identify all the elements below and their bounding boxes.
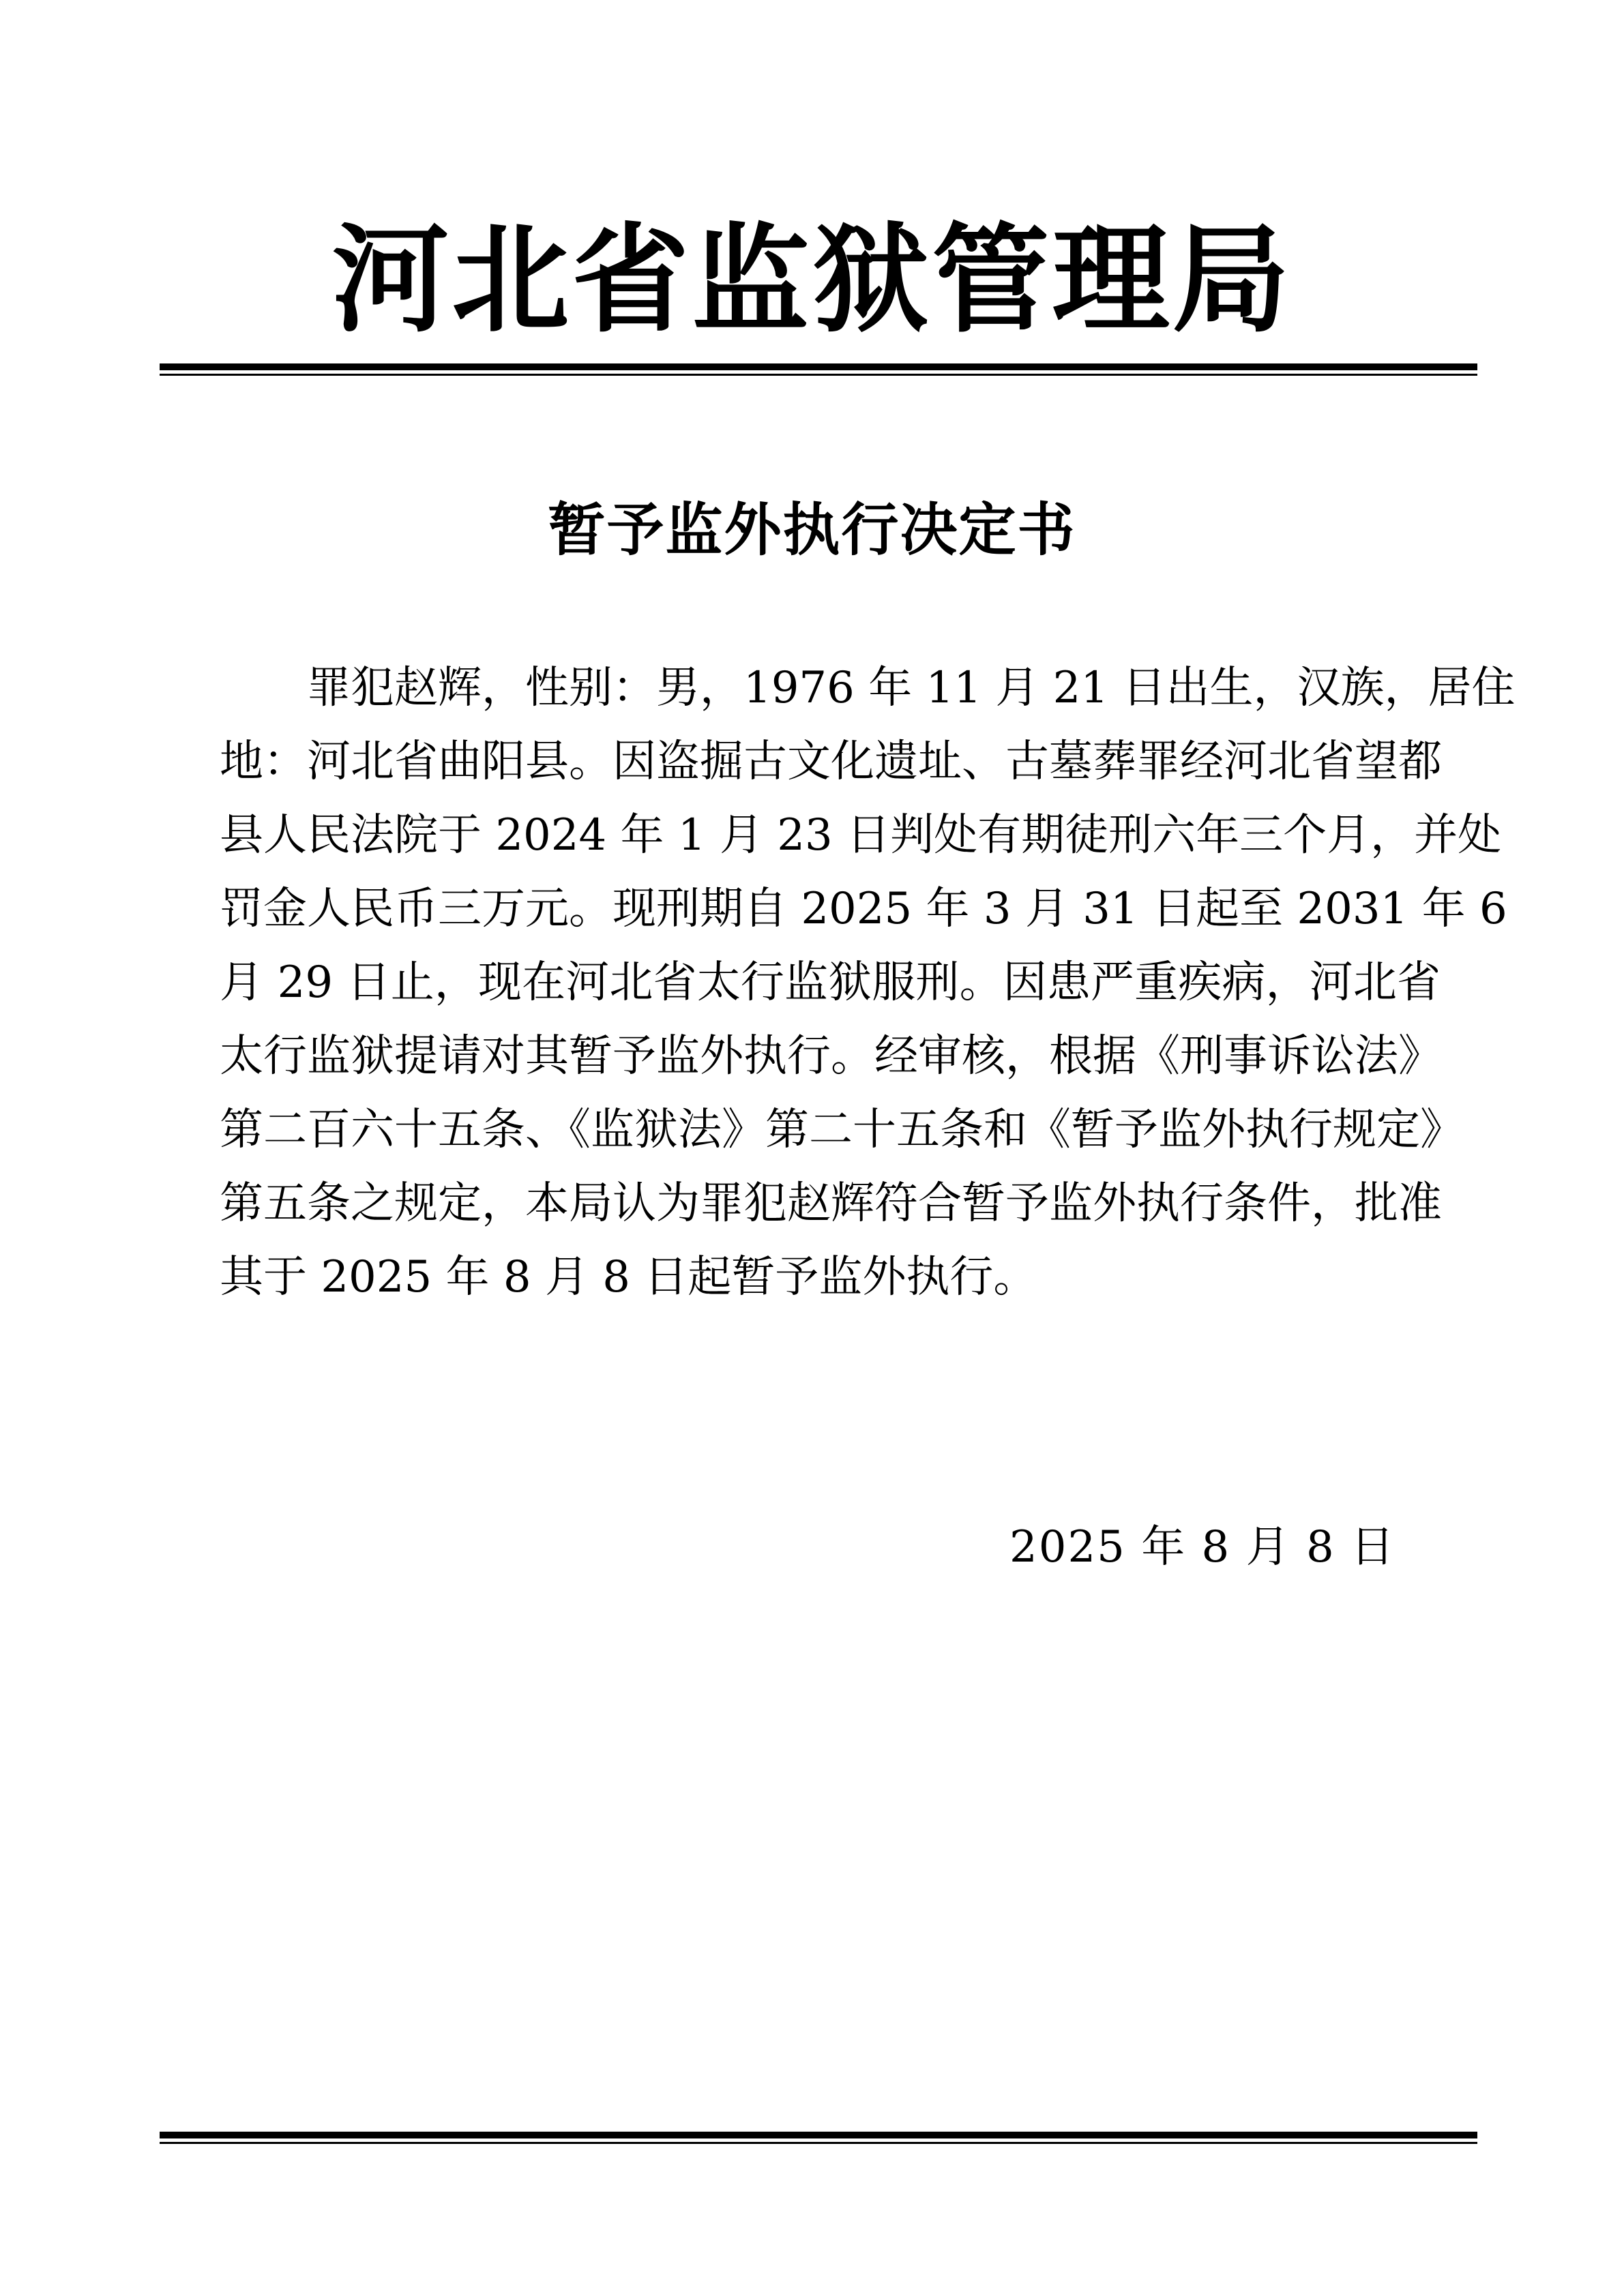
footer-divider-thick-line	[160, 2132, 1477, 2138]
body-line: 罚金人民币三万元。现刑期自 2025 年 3 月 31 日起至 2031 年 6	[220, 884, 1507, 934]
organization-header: 河北省监狱管理局	[331, 210, 1293, 348]
body-line: 其于 2025 年 8 月 8 日起暂予监外执行。	[220, 1252, 1037, 1302]
document-body	[220, 651, 1516, 1314]
header-divider-thick-line	[160, 363, 1477, 370]
body-line: 罪犯赵辉，性别：男，1976 年 11 月 21 日出生，汉族，居住	[307, 663, 1516, 713]
header-divider	[160, 363, 1477, 376]
body-line: 月 29 日止，现在河北省太行监狱服刑。因患严重疾病，河北省	[220, 957, 1441, 1008]
body-line: 地：河北省曲阳县。因盗掘古文化遗址、古墓葬罪经河北省望都	[220, 736, 1442, 787]
body-line: 太行监狱提请对其暂予监外执行。经审核，根据《刑事诉讼法》	[220, 1031, 1442, 1082]
body-line: 县人民法院于 2024 年 1 月 23 日判处有期徒刑六年三个月，并处	[220, 810, 1502, 861]
body-line: 第二百六十五条、《监狱法》第二十五条和《暂予监外执行规定》	[220, 1105, 1464, 1155]
document-title: 暂予监外执行决定书	[548, 496, 1076, 563]
issue-date: 2025 年 8 月 8 日	[1009, 1522, 1396, 1572]
footer-divider	[160, 2132, 1477, 2144]
header-divider-thin-line	[160, 374, 1477, 376]
body-line: 第五条之规定，本局认为罪犯赵辉符合暂予监外执行条件，批准	[220, 1178, 1442, 1229]
footer-divider-thin-line	[160, 2142, 1477, 2144]
